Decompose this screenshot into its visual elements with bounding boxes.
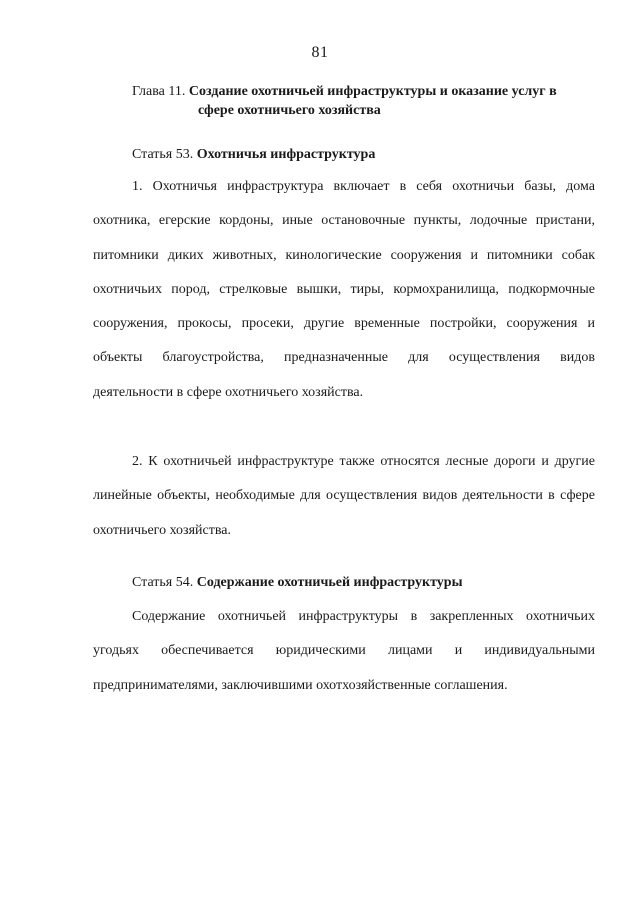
article-53-title: Охотничья инфраструктура bbox=[196, 147, 376, 162]
article-54-title: Содержание охотничьей инфраструктуры bbox=[196, 575, 463, 590]
article-53-prefix: Статья 53. bbox=[132, 147, 194, 162]
article-53-paragraph-1: 1. Охотничья инфраструктура включает в себя охотничьи базы, дома охотника, егерские кордоны, иные остановочные пункты, лодочные пристани, питомники диких животных, кинологические сооружения и питомники собак охотничьих пород, стрелковые вышки, тиры, кормохранилища, подкормочные сооружения, прокосы, просеки, другие временные постройки, сооружения и объекты благоустройства, предназначенные для осуществления видов деятельности в сфере охотничьего хозяйства. bbox=[93, 179, 595, 400]
article-53-paragraph-2: 2. К охотничьей инфраструктуре также относятся лесные дороги и другие линейные объекты, необходимые для осуществления видов деятельности в сфере охотничьего хозяйства. bbox=[93, 454, 595, 538]
article-54-prefix: Статья 54. bbox=[132, 575, 194, 590]
article-53-heading bbox=[132, 145, 375, 164]
chapter-prefix: Глава 11. bbox=[132, 84, 186, 99]
chapter-heading bbox=[132, 82, 602, 120]
chapter-title-line-2: сфере охотничьего хозяйства bbox=[198, 103, 381, 118]
article-54-heading bbox=[132, 573, 463, 592]
chapter-title-line-1: Создание охотничьей инфраструктуры и оказание услуг в bbox=[188, 84, 557, 99]
page-number: 81 bbox=[311, 44, 329, 61]
chapter-heading-line-1 bbox=[132, 82, 602, 101]
article-54-paragraph-1: Содержание охотничьей инфраструктуры в закрепленных охотничьих угодьях обеспечивается юридическими лицами и индивидуальными предпринимателями, заключившими охотхозяйственные соглашения. bbox=[93, 609, 595, 693]
